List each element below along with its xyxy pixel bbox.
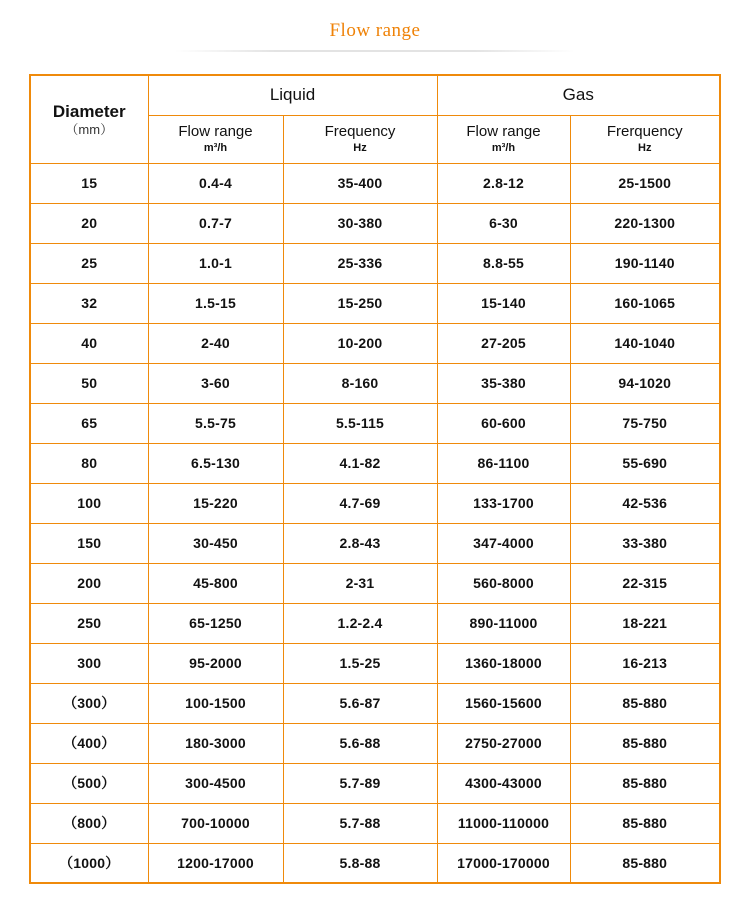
page-title: Flow range — [329, 20, 421, 41]
gas-flow-range-cell: 8.8-55 — [437, 243, 570, 283]
diameter-cell: 32 — [30, 283, 148, 323]
header-row-groups — [30, 75, 720, 115]
table-row — [30, 243, 720, 283]
diameter-cell: 15 — [30, 163, 148, 203]
gas-frequency-unit: Hz — [638, 141, 652, 154]
liquid-flow-range-header — [148, 115, 283, 163]
gas-frequency-cell: 75-750 — [570, 403, 720, 443]
gas-frequency-cell: 42-536 — [570, 483, 720, 523]
gas-frequency-cell: 85-880 — [570, 843, 720, 883]
diameter-cell: （300） — [30, 683, 148, 723]
gas-flow-range-header — [437, 115, 570, 163]
table-row — [30, 483, 720, 523]
diameter-unit: （mm） — [65, 121, 114, 137]
table-row — [30, 723, 720, 763]
gas-frequency-cell: 16-213 — [570, 643, 720, 683]
diameter-cell: （500） — [30, 763, 148, 803]
liquid-frequency-cell: 8-160 — [283, 363, 437, 403]
liquid-flow-range-cell: 3-60 — [148, 363, 283, 403]
gas-frequency-cell: 33-380 — [570, 523, 720, 563]
liquid-frequency-cell: 2-31 — [283, 563, 437, 603]
liquid-flow-range-cell: 95-2000 — [148, 643, 283, 683]
liquid-frequency-cell: 1.5-25 — [283, 643, 437, 683]
diameter-cell: （1000） — [30, 843, 148, 883]
liquid-flow-range-cell: 0.4-4 — [148, 163, 283, 203]
gas-flow-range-cell: 890-11000 — [437, 603, 570, 643]
liquid-frequency-cell: 1.2-2.4 — [283, 603, 437, 643]
gas-frequency-header — [570, 115, 720, 163]
gas-frequency-cell: 85-880 — [570, 723, 720, 763]
gas-frequency-cell: 18-221 — [570, 603, 720, 643]
liquid-frequency-unit: Hz — [353, 141, 367, 154]
gas-flow-range-cell: 17000-170000 — [437, 843, 570, 883]
flow-range-table — [29, 74, 721, 884]
diameter-cell: （800） — [30, 803, 148, 843]
gas-flow-range-unit: m³/h — [491, 141, 516, 154]
gas-flow-range-cell: 60-600 — [437, 403, 570, 443]
table-header — [30, 75, 720, 163]
liquid-frequency-cell: 30-380 — [283, 203, 437, 243]
diameter-cell: 80 — [30, 443, 148, 483]
gas-flow-range-cell: 35-380 — [437, 363, 570, 403]
liquid-frequency-cell: 10-200 — [283, 323, 437, 363]
table-row — [30, 603, 720, 643]
gas-frequency-cell: 220-1300 — [570, 203, 720, 243]
liquid-flow-range-cell: 5.5-75 — [148, 403, 283, 443]
liquid-frequency-cell: 5.7-88 — [283, 803, 437, 843]
title-divider — [175, 50, 575, 52]
table-row — [30, 323, 720, 363]
diameter-cell: 150 — [30, 523, 148, 563]
table-row — [30, 683, 720, 723]
liquid-flow-range-cell: 30-450 — [148, 523, 283, 563]
table-body — [30, 163, 720, 883]
diameter-cell: 300 — [30, 643, 148, 683]
table-row — [30, 523, 720, 563]
diameter-cell: 25 — [30, 243, 148, 283]
liquid-frequency-cell: 5.8-88 — [283, 843, 437, 883]
diameter-header — [30, 75, 148, 163]
table-row — [30, 283, 720, 323]
gas-frequency-cell: 22-315 — [570, 563, 720, 603]
gas-frequency-cell: 25-1500 — [570, 163, 720, 203]
gas-frequency-cell: 160-1065 — [570, 283, 720, 323]
liquid-flow-range-cell: 2-40 — [148, 323, 283, 363]
liquid-frequency-cell: 5.5-115 — [283, 403, 437, 443]
diameter-cell: 40 — [30, 323, 148, 363]
liquid-frequency-cell: 5.7-89 — [283, 763, 437, 803]
diameter-label: Diameter — [52, 101, 126, 121]
table-row — [30, 563, 720, 603]
gas-flow-range-cell: 2.8-12 — [437, 163, 570, 203]
gas-flow-range-cell: 347-4000 — [437, 523, 570, 563]
diameter-cell: 20 — [30, 203, 148, 243]
table-row — [30, 203, 720, 243]
liquid-frequency-label: Frequency — [324, 123, 396, 141]
gas-frequency-cell: 94-1020 — [570, 363, 720, 403]
gas-flow-range-cell: 133-1700 — [437, 483, 570, 523]
gas-frequency-cell: 55-690 — [570, 443, 720, 483]
liquid-flow-range-cell: 6.5-130 — [148, 443, 283, 483]
diameter-cell: 200 — [30, 563, 148, 603]
table-row — [30, 163, 720, 203]
gas-flow-range-cell: 1560-15600 — [437, 683, 570, 723]
gas-flow-range-cell: 4300-43000 — [437, 763, 570, 803]
liquid-frequency-cell: 5.6-88 — [283, 723, 437, 763]
gas-frequency-cell: 85-880 — [570, 683, 720, 723]
liquid-flow-range-cell: 1200-17000 — [148, 843, 283, 883]
diameter-cell: 100 — [30, 483, 148, 523]
title-area — [0, 0, 750, 52]
liquid-flow-range-cell: 700-10000 — [148, 803, 283, 843]
gas-frequency-cell: 140-1040 — [570, 323, 720, 363]
liquid-frequency-cell: 15-250 — [283, 283, 437, 323]
table-row — [30, 643, 720, 683]
gas-flow-range-cell: 86-1100 — [437, 443, 570, 483]
liquid-frequency-cell: 35-400 — [283, 163, 437, 203]
gas-frequency-cell: 85-880 — [570, 763, 720, 803]
table-row — [30, 763, 720, 803]
liquid-flow-range-cell: 300-4500 — [148, 763, 283, 803]
liquid-frequency-cell: 4.7-69 — [283, 483, 437, 523]
gas-frequency-label: Frerquency — [606, 123, 683, 141]
gas-flow-range-cell: 11000-110000 — [437, 803, 570, 843]
table-row — [30, 403, 720, 443]
liquid-frequency-cell: 4.1-82 — [283, 443, 437, 483]
liquid-flow-range-cell: 65-1250 — [148, 603, 283, 643]
liquid-flow-range-cell: 45-800 — [148, 563, 283, 603]
liquid-flow-range-cell: 1.0-1 — [148, 243, 283, 283]
liquid-flow-range-cell: 180-3000 — [148, 723, 283, 763]
gas-flow-range-cell: 1360-18000 — [437, 643, 570, 683]
liquid-flow-range-label: Flow range — [178, 123, 253, 141]
table-row — [30, 363, 720, 403]
liquid-frequency-cell: 2.8-43 — [283, 523, 437, 563]
gas-flow-range-cell: 15-140 — [437, 283, 570, 323]
gas-flow-range-cell: 2750-27000 — [437, 723, 570, 763]
liquid-group-header: Liquid — [148, 75, 437, 115]
diameter-cell: （400） — [30, 723, 148, 763]
gas-flow-range-cell: 560-8000 — [437, 563, 570, 603]
liquid-flow-range-cell: 0.7-7 — [148, 203, 283, 243]
diameter-cell: 65 — [30, 403, 148, 443]
liquid-flow-range-cell: 1.5-15 — [148, 283, 283, 323]
diameter-cell: 250 — [30, 603, 148, 643]
gas-flow-range-cell: 6-30 — [437, 203, 570, 243]
diameter-cell: 50 — [30, 363, 148, 403]
table-row — [30, 803, 720, 843]
table-row — [30, 443, 720, 483]
liquid-flow-range-cell: 15-220 — [148, 483, 283, 523]
liquid-flow-range-cell: 100-1500 — [148, 683, 283, 723]
gas-frequency-cell: 190-1140 — [570, 243, 720, 283]
gas-flow-range-cell: 27-205 — [437, 323, 570, 363]
gas-group-header: Gas — [437, 75, 720, 115]
gas-flow-range-label: Flow range — [466, 123, 541, 141]
liquid-frequency-header — [283, 115, 437, 163]
table-row — [30, 843, 720, 883]
liquid-frequency-cell: 5.6-87 — [283, 683, 437, 723]
gas-frequency-cell: 85-880 — [570, 803, 720, 843]
liquid-flow-range-unit: m³/h — [203, 141, 228, 154]
liquid-frequency-cell: 25-336 — [283, 243, 437, 283]
